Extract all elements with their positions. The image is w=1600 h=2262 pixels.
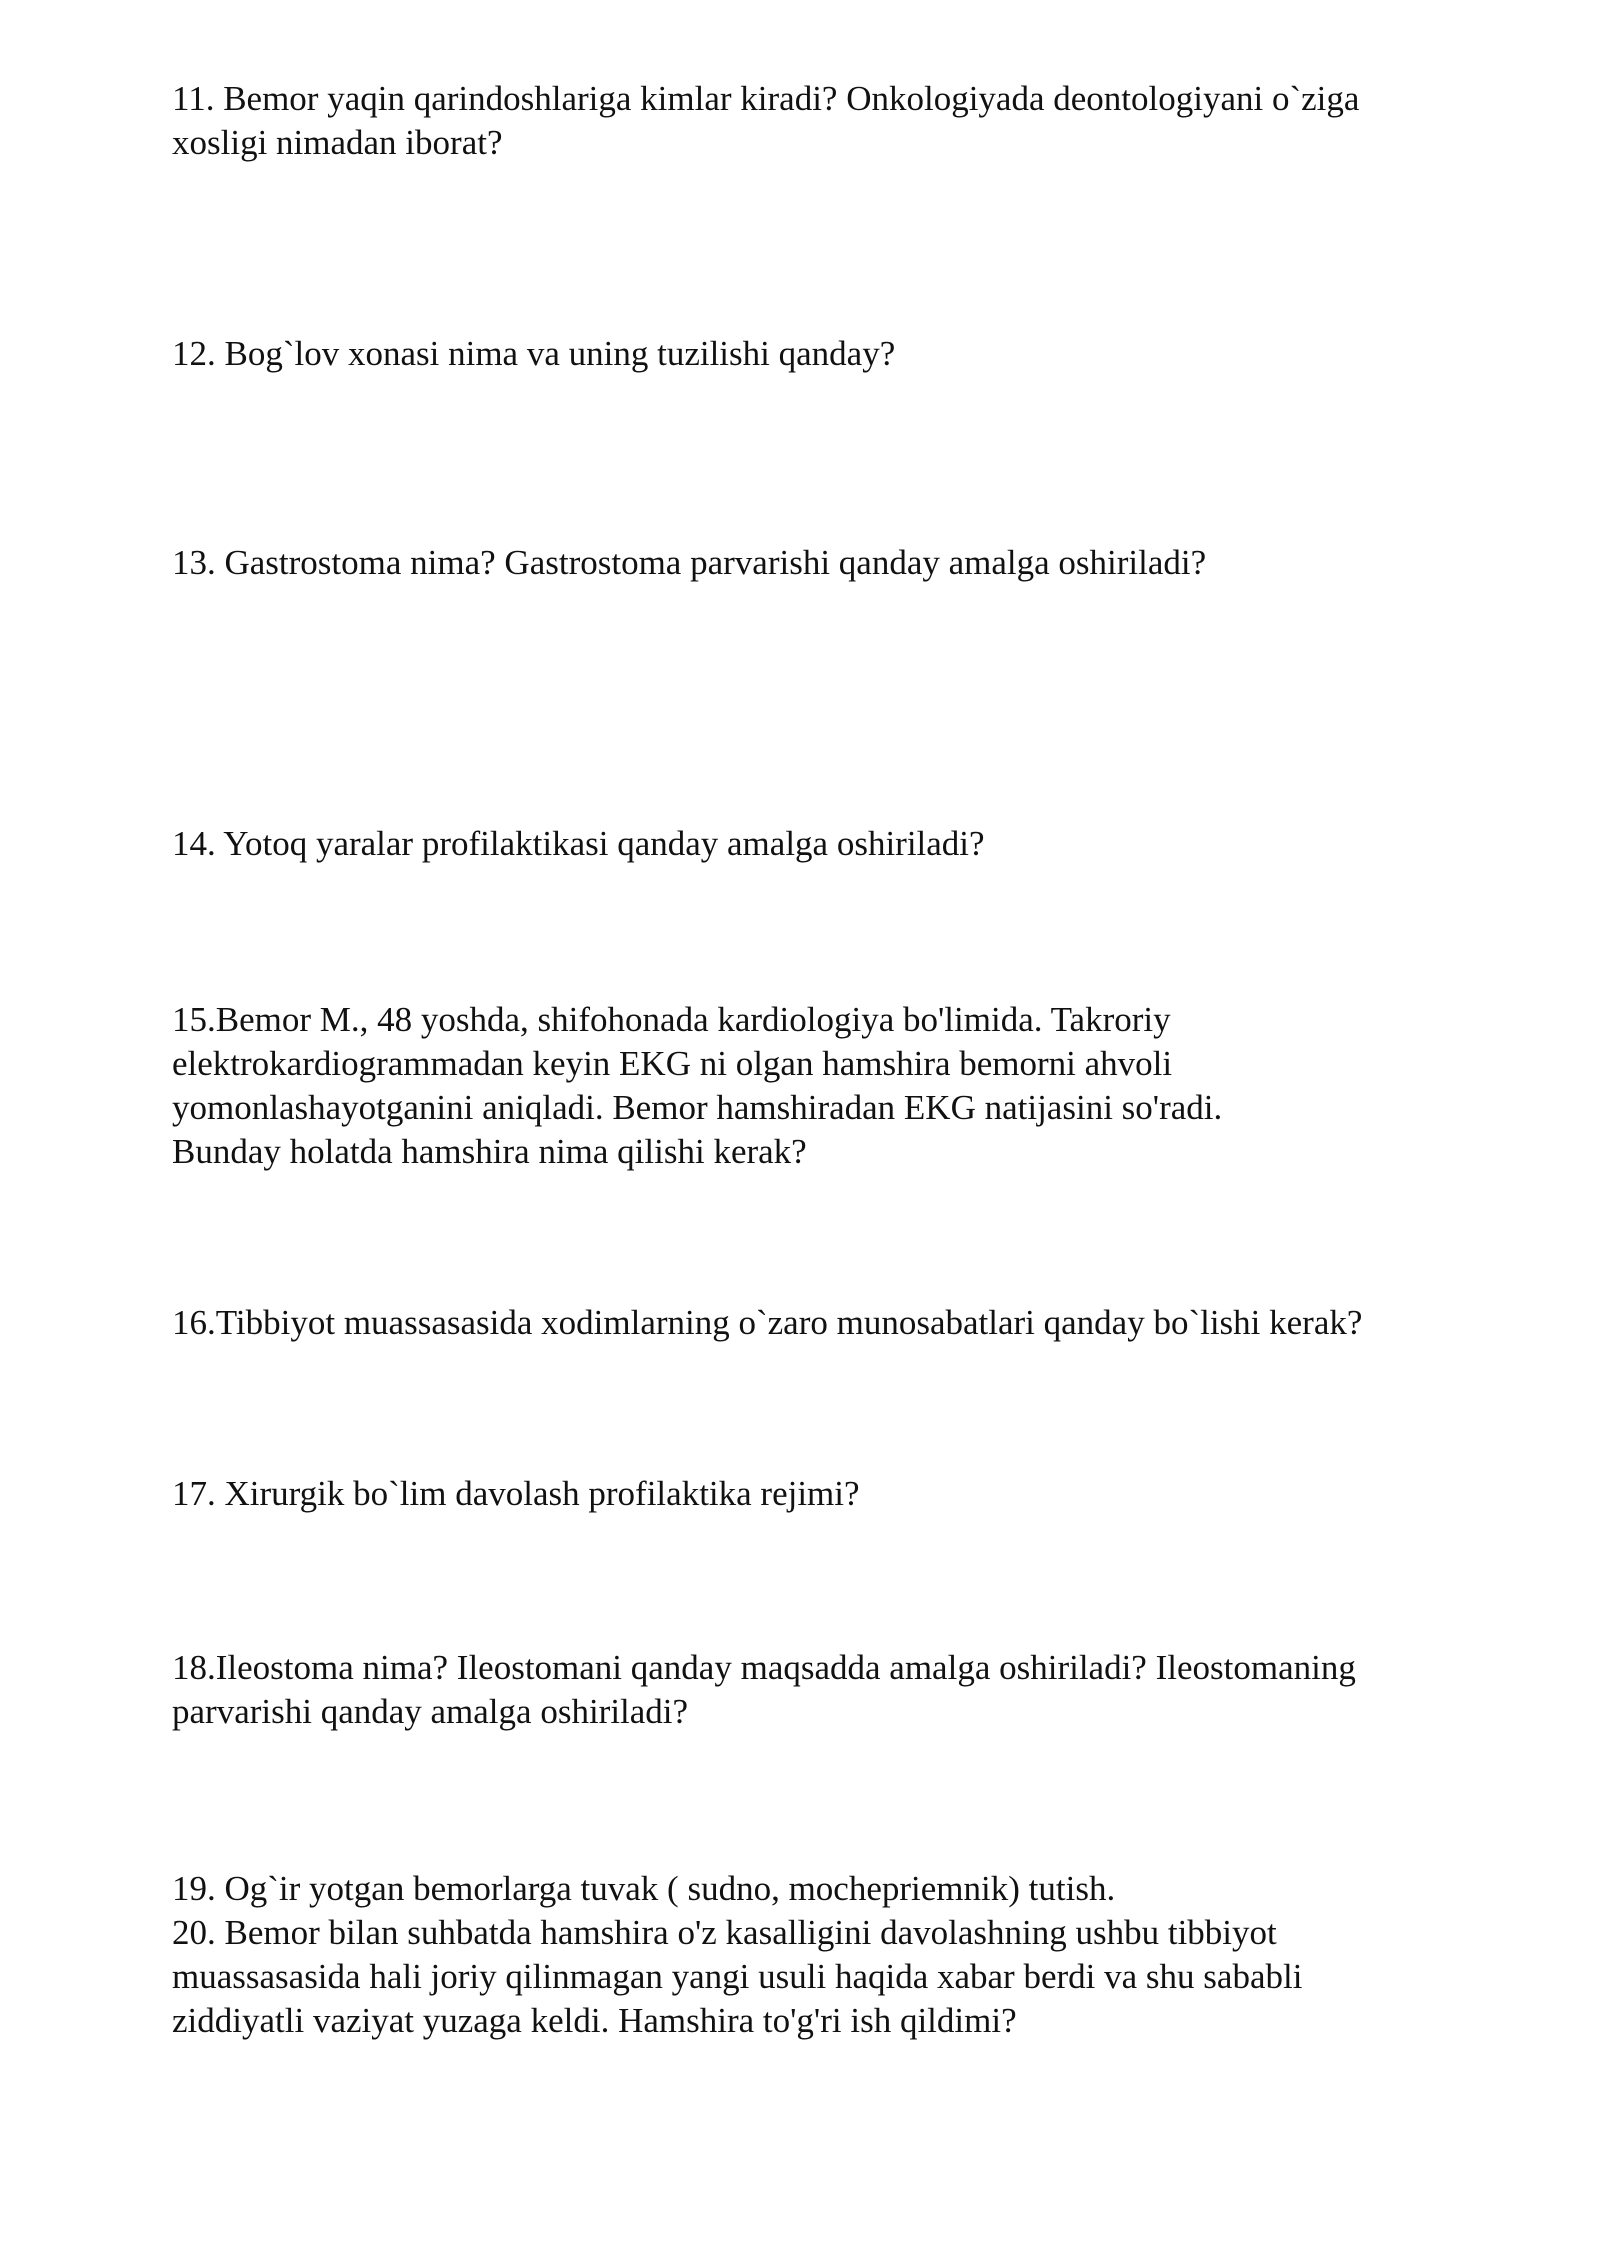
question-16: 16.Tibbiyot muassasasida xodimlarning o`zaro munosabatlari qanday bo`lishi kerak? (172, 1303, 1363, 1342)
question-11: 11. Bemor yaqin qarindoshlariga kimlar kiradi? Onkologiyada deontologiyani o`ziga xosligi nimadan iborat? (172, 79, 1360, 162)
question-19-20: 19. Og`ir yotgan bemorlarga tuvak ( sudno, mochepriemnik) tutish. 20. Bemor bilan suhbatda hamshira o'z kasalligini davolashning ushbu tibbiyot muassasasida hali joriy qilinmagan yangi usuli haqida xabar berdi va shu sababli ziddiyatli vaziyat yuzaga keldi. Hamshira to'g'ri ish qildimi? (172, 1869, 1303, 2040)
question-14: 14. Yotoq yaralar profilaktikasi qanday amalga oshiriladi? (172, 824, 985, 863)
question-12: 12. Bog`lov xonasi nima va uning tuzilishi qanday? (172, 334, 896, 373)
question-18: 18.Ileostoma nima? Ileostomani qanday maqsadda amalga oshiriladi? Ileostomaning parvarishi qanday amalga oshiriladi? (172, 1648, 1356, 1731)
question-17: 17. Xirurgik bo`lim davolash profilaktika rejimi? (172, 1474, 860, 1513)
question-13: 13. Gastrostoma nima? Gastrostoma parvarishi qanday amalga oshiriladi? (172, 543, 1207, 582)
question-15: 15.Bemor M., 48 yoshda, shifohonada kardiologiya bo'limida. Takroriy elektrokardiogrammadan keyin EKG ni olgan hamshira bemorni ahvoli yomonlashayotganini aniqladi. Bemor hamshiradan EKG natijasini so'radi. Bunday holatda hamshira nima qilishi kerak? (172, 1000, 1223, 1171)
